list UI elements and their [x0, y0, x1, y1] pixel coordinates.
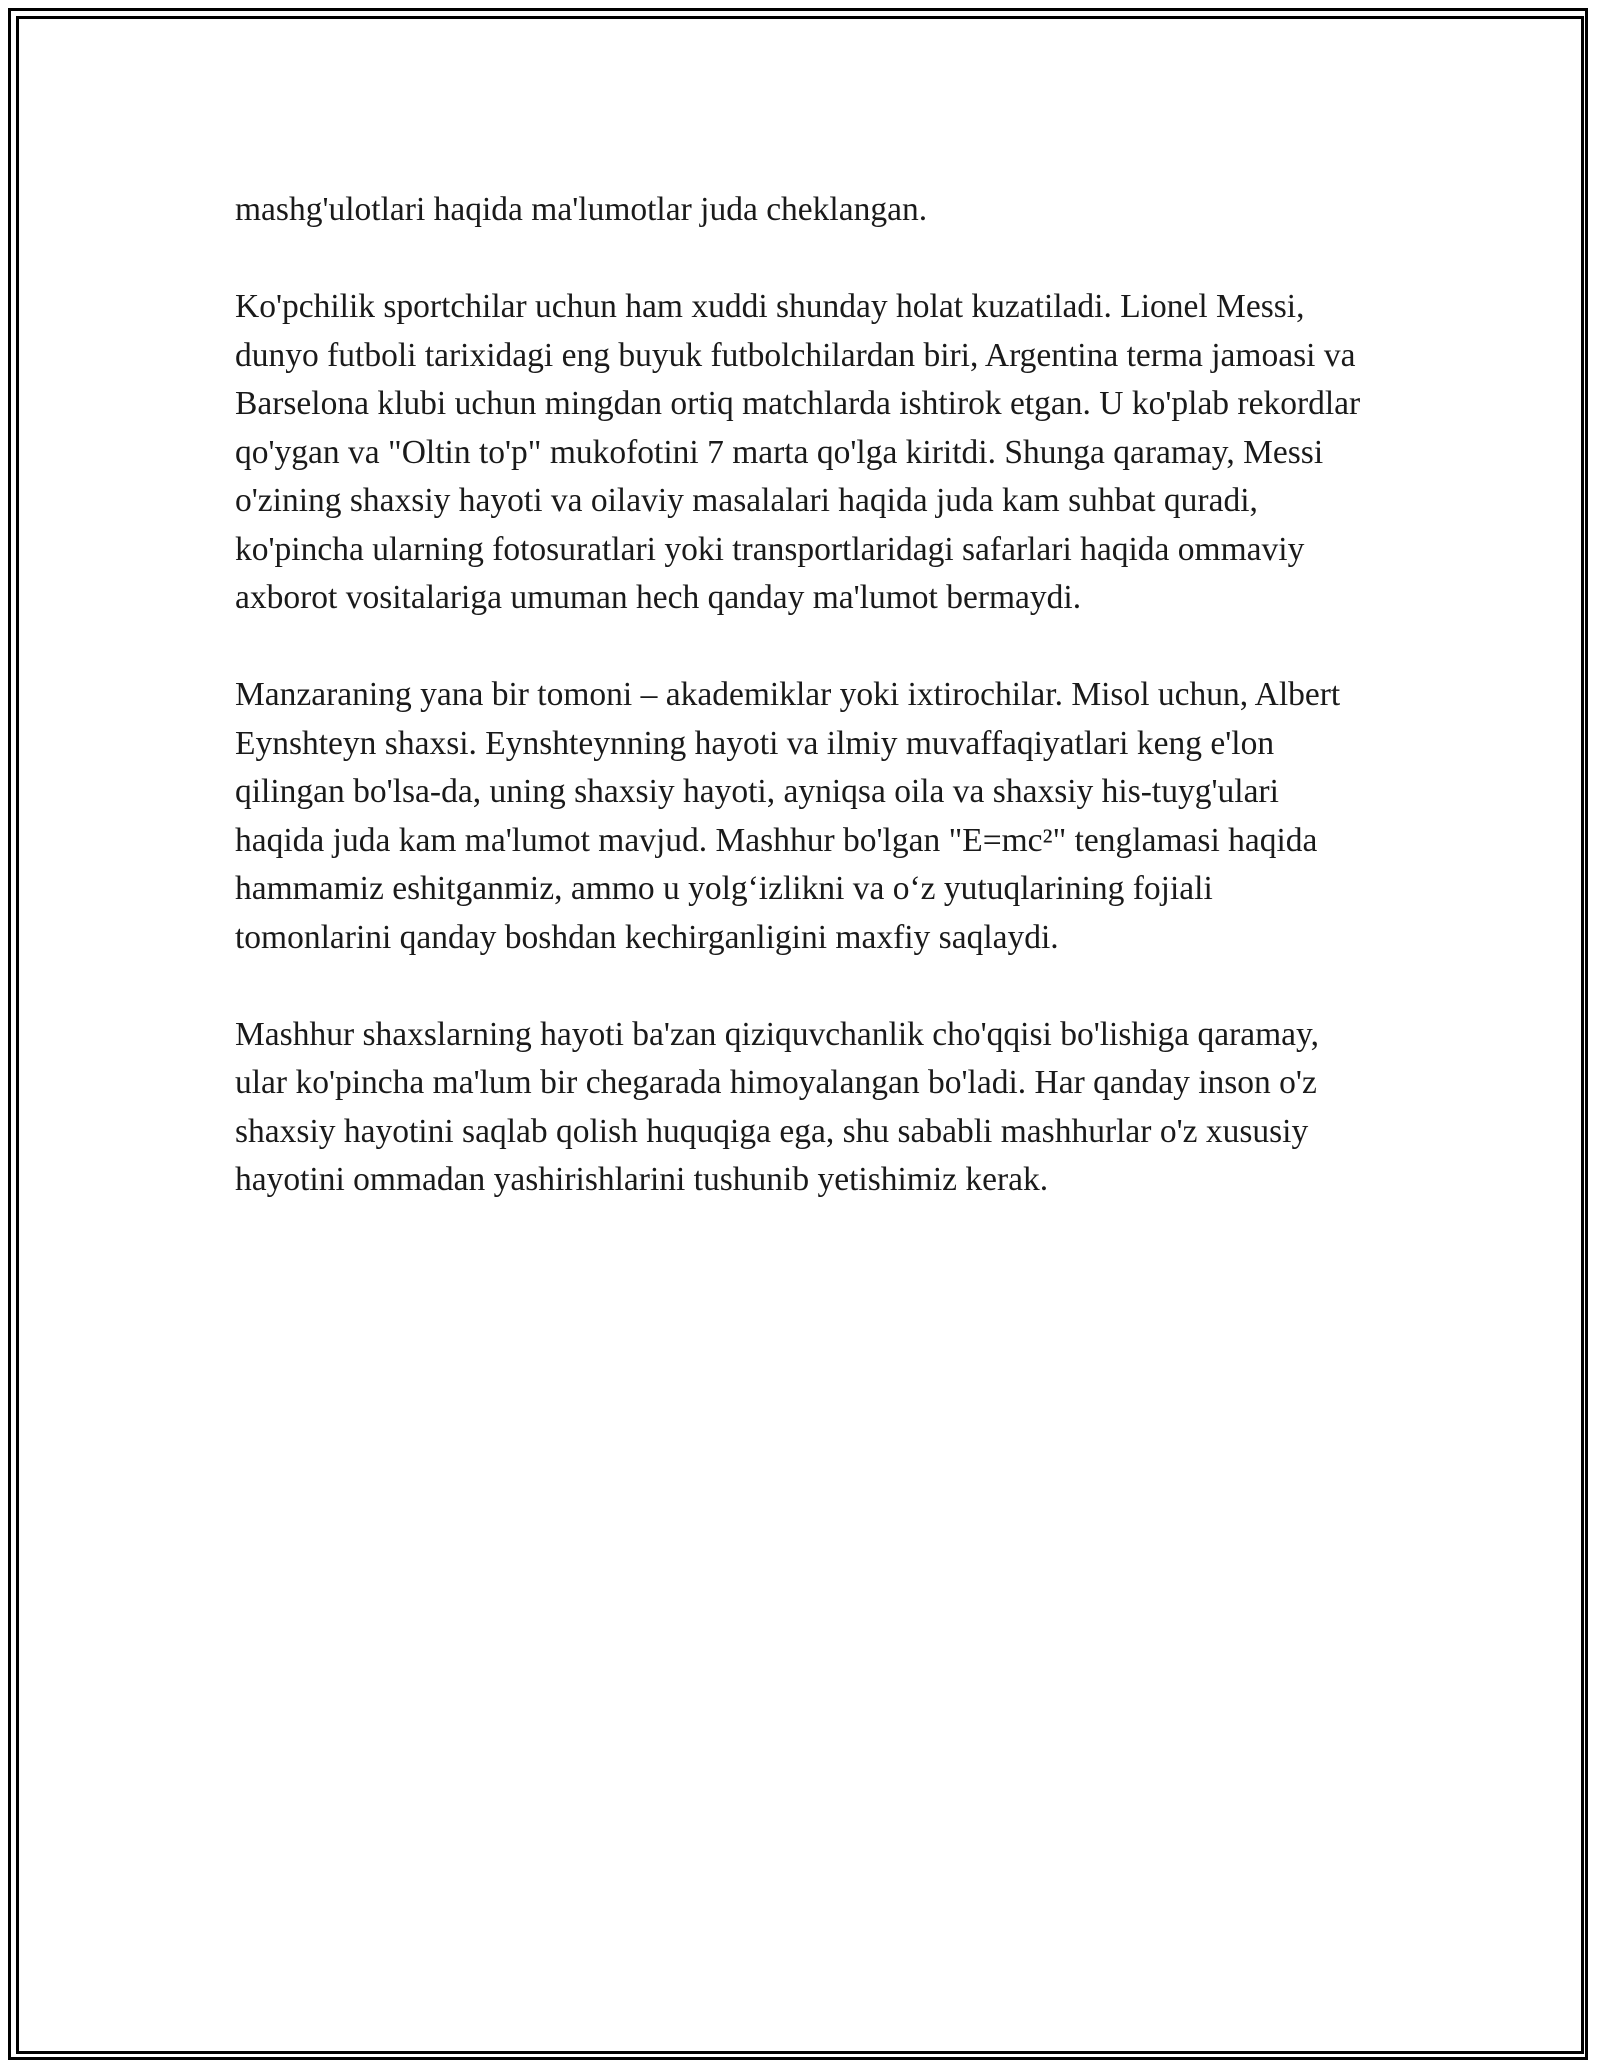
paragraph-3: Manzaraning yana bir tomoni – akademiklar yoki ixtirochilar. Misol uchun, Albert Eynshteyn shaxsi. Eynshteynning hayoti va ilmiy muvaffaqiyatlari keng e'lon qilingan bo'lsa-da, uning shaxsiy hayoti, ayniqsa oila va shaxsiy his-tuyg'ulari haqida juda kam ma'lumot mavjud. Mashhur bo'lgan "E=mc²" tenglamasi haqida hammamiz eshitganmiz, ammo u yolg‘izlikni va o‘z yutuqlarining fojiali tomonlarini qanday boshdan kechirganligini maxfiy saqlaydi. — [235, 676, 1341, 956]
paragraph-1: mashg'ulotlari haqida ma'lumotlar juda cheklangan. — [235, 191, 928, 228]
document-body — [235, 186, 1365, 1253]
paragraph-4: Mashhur shaxslarning hayoti ba'zan qiziquvchanlik cho'qqisi bo'lishiga qaramay, ular ko'pincha ma'lum bir chegarada himoyalangan bo'ladi. Har qanday inson o'z shaxsiy hayotini saqlab qolish huquqiga ega, shu sababli mashhurlar o'z xususiy hayotini ommadan yashirishlarini tushunib yetishimiz kerak. — [235, 1015, 1319, 1198]
paragraph-2: Ko'pchilik sportchilar uchun ham xuddi shunday holat kuzatiladi. Lionel Messi, dunyo futboli tarixidagi eng buyuk futbolchilardan biri, Argentina terma jamoasi va Barselona klubi uchun mingdan ortiq matchlarda ishtirok etgan. U ko'plab rekordlar qo'ygan va "Oltin to'p" mukofotini 7 marta qo'lga kiritdi. Shunga qaramay, Messi o'zining shaxsiy hayoti va oilaviy masalalari haqida juda kam suhbat quradi, ko'pincha ularning fotosuratlari yoki transportlaridagi safarlari haqida ommaviy axborot vositalariga umuman hech qanday ma'lumot bermaydi. — [235, 288, 1361, 616]
